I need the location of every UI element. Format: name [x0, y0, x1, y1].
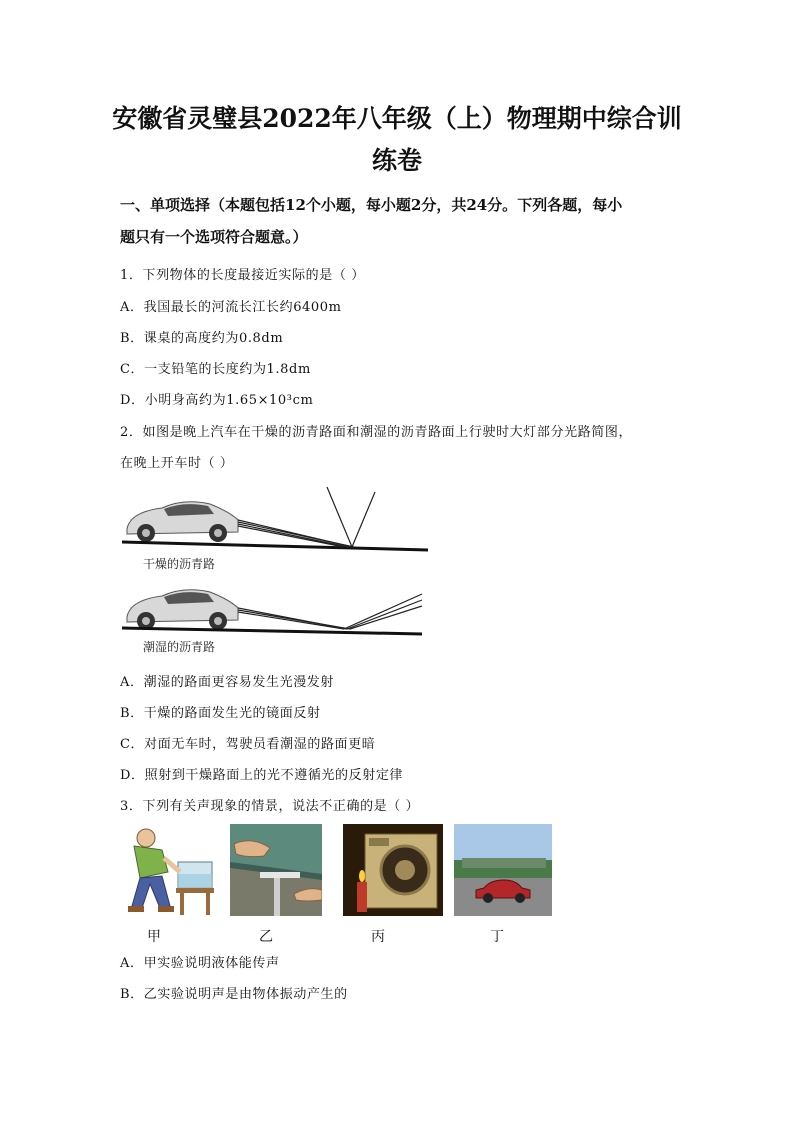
document-title-line-1: 安徽省灵璧县2022年八年级（上）物理期中综合训: [112, 104, 682, 133]
dry-light-rays: [238, 487, 375, 547]
q1-option-a: A．我国最长的河流长江长约6400m: [120, 300, 342, 315]
q3-option-a: A．甲实验说明液体能传声: [120, 956, 280, 971]
wet-road-surface: [122, 628, 422, 634]
picture-yi-hand-table: [230, 824, 322, 916]
dry-road-caption: 干燥的沥青路: [143, 557, 216, 571]
q2-stem-line-2: 在晚上开车时（ ）: [120, 456, 234, 471]
picture-bing-radio-candle: [343, 824, 443, 916]
section-heading-line-2: 题只有一个选项符合题意。）: [120, 228, 308, 246]
dry-road-surface: [122, 542, 428, 550]
wet-light-rays: [238, 594, 422, 629]
q2-stem-line-1: 2．如图是晚上汽车在干燥的沥青路面和潮湿的沥青路面上行驶时大灯部分光路简图，: [120, 425, 633, 440]
q2-option-a: A．潮湿的路面更容易发生光漫发射: [120, 675, 334, 690]
q2-option-c: C．对面无车时，驾驶员看潮湿的路面更暗: [120, 737, 376, 752]
section-heading-line-1: 一、单项选择（本题包括12个小题，每小题2分，共24分。下列各题，每小: [120, 196, 623, 214]
q3-option-b: B．乙实验说明声是由物体振动产生的: [120, 987, 348, 1002]
q2-option-b: B．干燥的路面发生光的镜面反射: [120, 706, 321, 721]
picture-ding-street-car: [454, 824, 552, 916]
q2-option-d: D．照射到干燥路面上的光不遵循光的反射定律: [120, 768, 404, 783]
wet-road-caption: 潮湿的沥青路: [143, 640, 216, 654]
q1-option-c: C．一支铅笔的长度约为1.8dm: [120, 362, 311, 377]
document-title-line-2: 练卷: [371, 146, 422, 175]
q1-option-b: B．课桌的高度约为0.8dm: [120, 331, 284, 346]
car-icon: [127, 502, 238, 542]
picture-label-jia: 甲: [147, 929, 161, 945]
picture-label-ding: 丁: [490, 929, 504, 945]
q3-stem: 3．下列有关声现象的情景，说法不正确的是（ ）: [120, 799, 420, 814]
picture-label-bing: 丙: [371, 929, 385, 945]
picture-label-yi: 乙: [259, 929, 273, 945]
q1-stem: 1．下列物体的长度最接近实际的是（ ）: [120, 268, 365, 283]
wet-road-figure: [122, 582, 428, 642]
q1-option-d: D．小明身高约为1.65×10³cm: [120, 393, 314, 408]
picture-jia-person-tank: [120, 824, 218, 918]
car-icon: [127, 590, 238, 630]
